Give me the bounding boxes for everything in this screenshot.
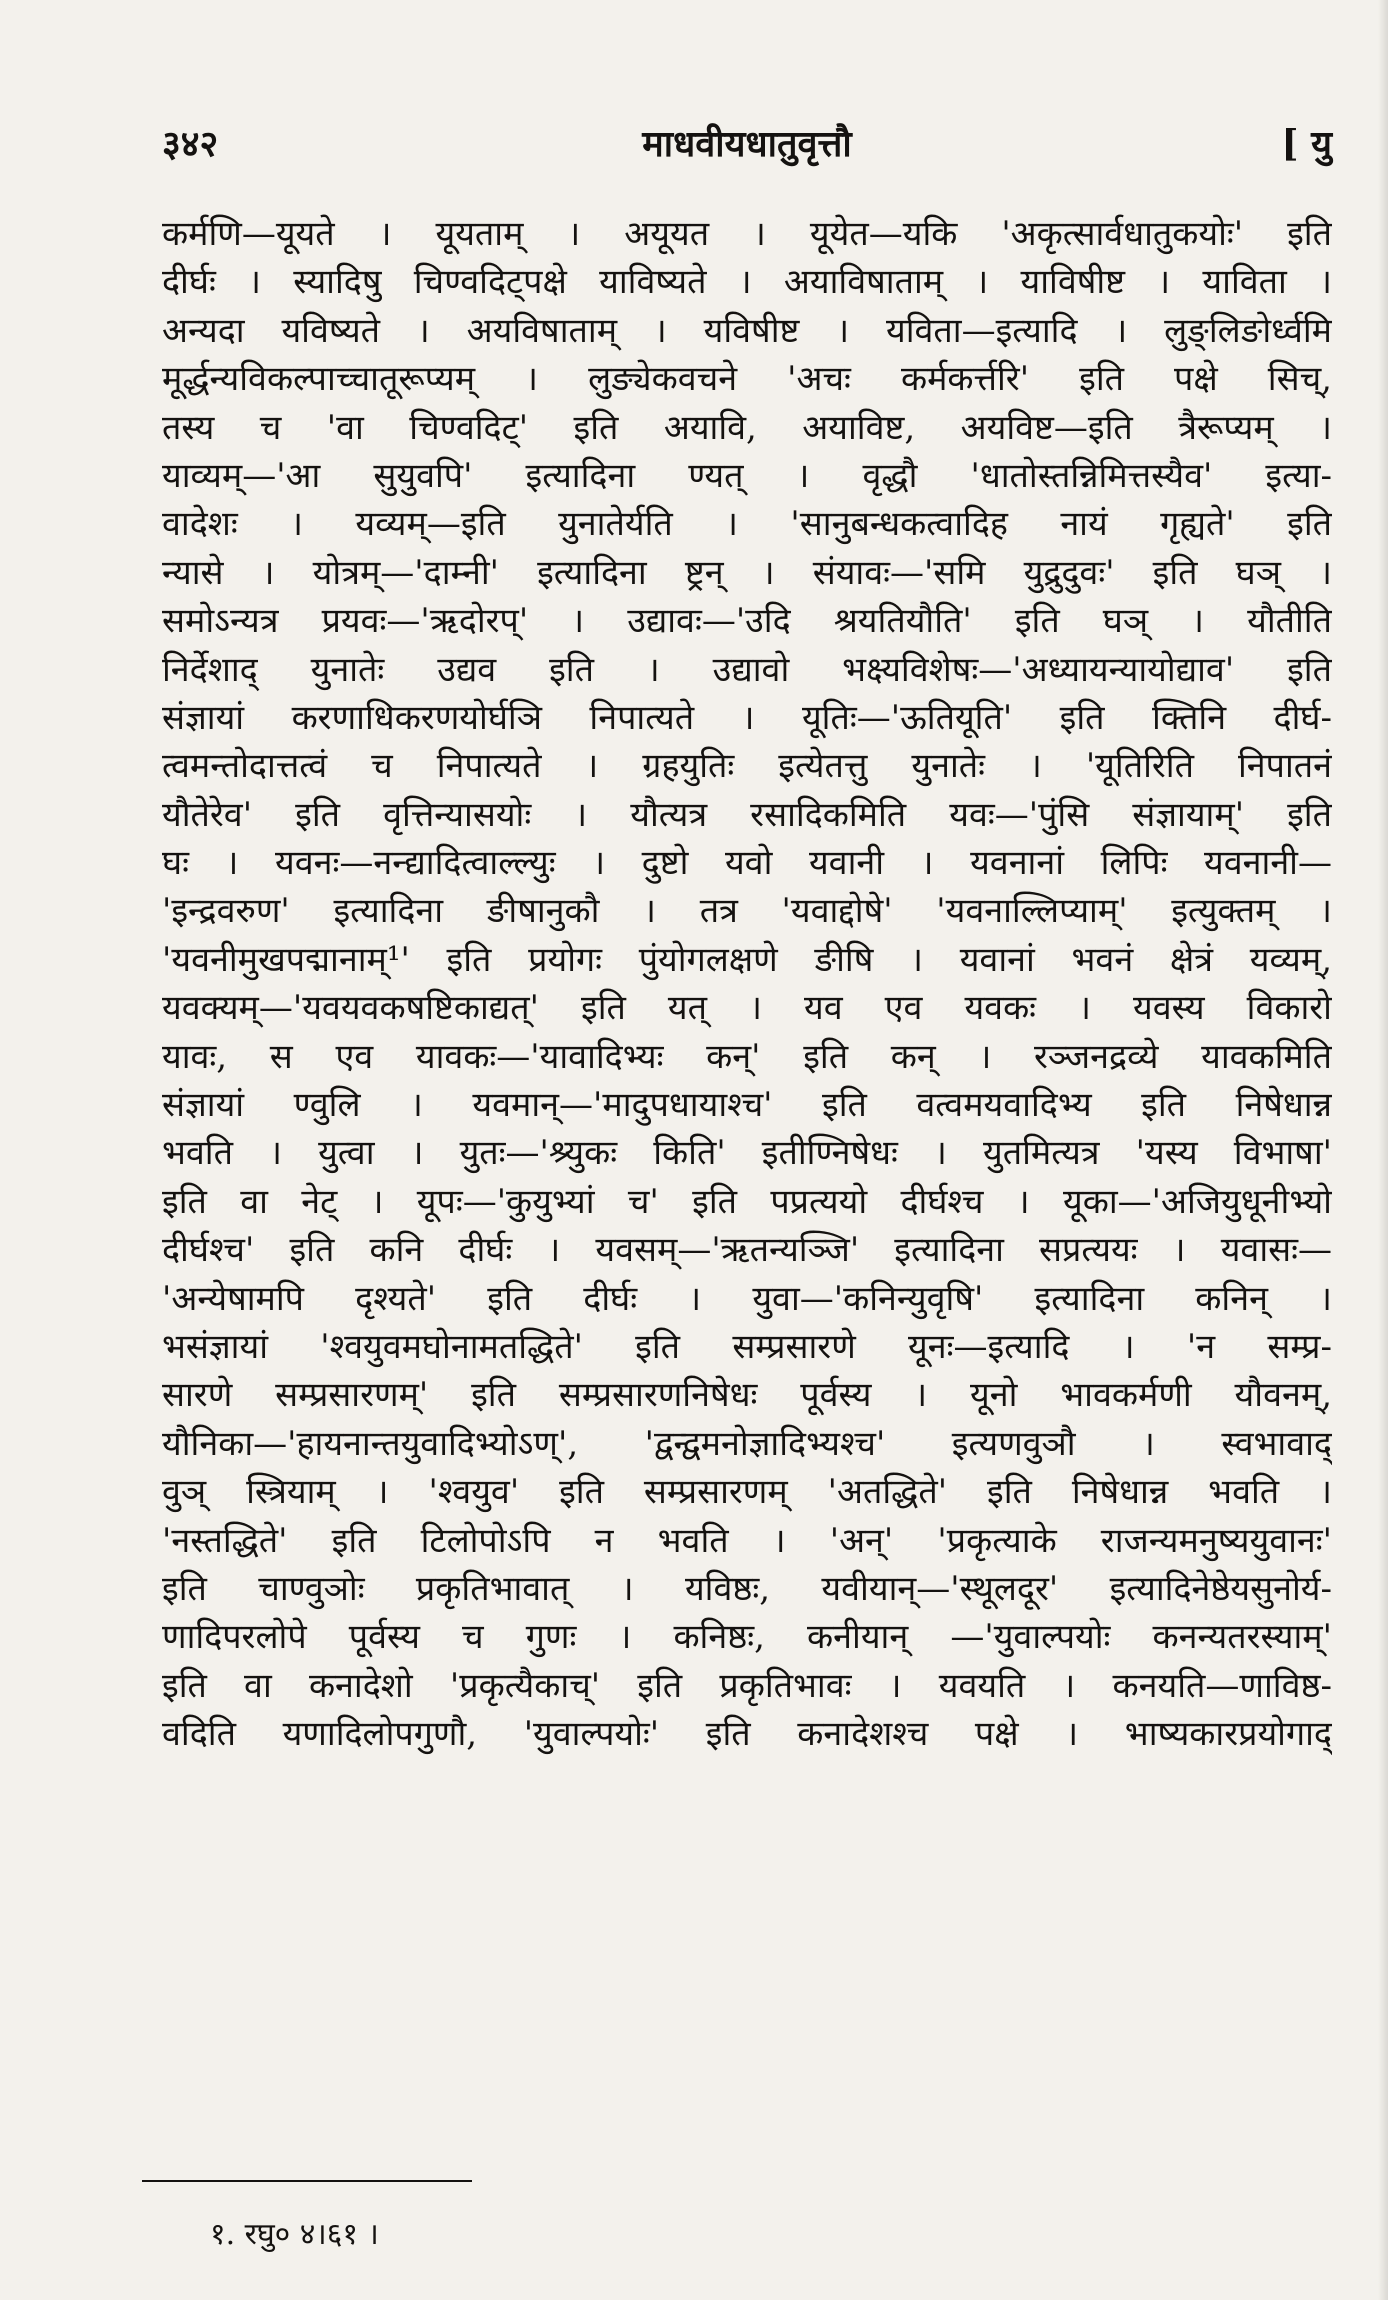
text-line: संज्ञायां ण्वुलि । यवमान्—'मादुपधायाश्च' इति वत्वमयवादिभ्य इति निषेधान्न: [162, 1085, 1332, 1126]
text-line: इति चाण्वुञोः प्रकृतिभावात् । यविष्ठः, यवीयान्—'स्थूलदूर' इत्यादिनेष्ठेयसुनोर्य-: [162, 1568, 1332, 1609]
scan-edge-shadow: [1378, 0, 1388, 2300]
text-line: वदिति यणादिलोपगुणौ, 'युवाल्पयोः' इति कनादेशश्च पक्षे । भाष्यकारप्रयोगाद्: [162, 1714, 1332, 1755]
text-line: भवति । युत्वा । युतः—'श्र्युकः किति' इतीण्निषेधः । युतमित्यत्र 'यस्य विभाषा': [162, 1133, 1332, 1174]
footnote: १. रघु० ४।६१ ।: [210, 2217, 379, 2252]
text-line: याव्यम्—'आ सुयुवपि' इत्यादिना ण्यत् । वृद्धौ 'धातोस्तन्निमित्तस्यैव' इत्या-: [162, 455, 1332, 496]
text-line: तस्य च 'वा चिण्वदिट्' इति अयावि, अयाविष्ट, अयविष्ट—इति त्रैरूप्यम् ।: [162, 407, 1332, 448]
text-line: यौनिका—'हायनान्तयुवादिभ्योऽण्', 'द्वन्द्वमनोज्ञादिभ्यश्च' इत्यणवुञौ । स्वभावाद्: [162, 1423, 1332, 1464]
text-line: इति वा नेट् । यूपः—'कुयुभ्यां च' इति पप्रत्ययो दीर्घश्च । यूका—'अजियुधूनीभ्यो: [162, 1181, 1332, 1222]
text-line: निर्देशाद् युनातेः उद्यव इति । उद्यावो भक्ष्यविशेषः—'अध्यायन्यायोद्याव' इति: [162, 649, 1332, 690]
text-line: संज्ञायां करणाधिकरणयोर्घञि निपात्यते । यूतिः—'ऊतियूति' इति क्तिनि दीर्घ-: [162, 697, 1332, 738]
text-line: वादेशः । यव्यम्—इति युनातेर्यति । 'सानुबन्धकत्वादिह नायं गृह्यते' इति: [162, 504, 1332, 545]
text-line: अन्यदा यविष्यते । अयविषाताम् । यविषीष्ट । यविता—इत्यादि । लुङ्लिङोर्ध्वमि: [162, 310, 1332, 351]
text-line: णादिपरलोपे पूर्वस्य च गुणः । कनिष्ठः, कनीयान् —'युवाल्पयोः कनन्यतरस्याम्': [162, 1617, 1332, 1658]
text-line: दीर्घः । स्यादिषु चिण्वदिट्पक्षे याविष्यते । अयाविषाताम् । याविषीष्ट । याविता ।: [162, 262, 1332, 303]
text-line: 'अन्येषामपि दृश्यते' इति दीर्घः । युवा—'कनिन्युवृषि' इत्यादिना कनिन् ।: [162, 1278, 1332, 1319]
text-line: घः । यवनः—नन्द्यादित्वाल्ल्युः । दुष्टो यवो यवानी । यवनानां लिपिः यवनानी—: [162, 843, 1332, 884]
text-line: समोऽन्यत्र प्रयवः—'ऋदोरप्' । उद्यावः—'उदि श्रयतियौति' इति घञ् । यौतीति: [162, 601, 1332, 642]
text-line: यावः, स एव यावकः—'यावादिभ्यः कन्' इति कन् । रञ्जनद्रव्ये यावकमिति: [162, 1036, 1332, 1077]
text-line: मूर्द्धन्यविकल्पाच्चातूरूप्यम् । लुङ्येकवचने 'अचः कर्मकर्त्तरि' इति पक्षे सिच्,: [162, 359, 1332, 400]
text-line: 'नस्तद्धिते' इति टिलोपोऽपि न भवति । 'अन्' 'प्रकृत्याके राजन्यमनुष्ययुवानः': [162, 1520, 1332, 1561]
text-line: वुञ् स्त्रियाम् । 'श्वयुव' इति सम्प्रसारणम् 'अतद्धिते' इति निषेधान्न भवति ।: [162, 1472, 1332, 1513]
text-line: यवक्यम्—'यवयवकषष्टिकाद्यत्' इति यत् । यव एव यवकः । यवस्य विकारो: [162, 988, 1332, 1029]
main-text: [162, 210, 1332, 1759]
text-line: इति वा कनादेशो 'प्रकृत्यैकाच्' इति प्रकृतिभावः । यवयति । कनयति—णाविष्ठ-: [162, 1665, 1332, 1706]
text-line: 'इन्द्रवरुण' इत्यादिना ङीषानुकौ । तत्र 'यवाद्दोषे' 'यवनाल्लिप्याम्' इत्युक्तम् ।: [162, 891, 1332, 932]
text-line: दीर्घश्च' इति कनि दीर्घः । यवसम्—'ऋतन्यञ्जि' इत्यादिना सप्रत्ययः । यवासः—: [162, 1230, 1332, 1271]
text-line: 'यवनीमुखपद्मानाम्¹' इति प्रयोगः पुंयोगलक्षणे ङीषि । यवानां भवनं क्षेत्रं यव्यम्,: [162, 939, 1332, 980]
text-line: भसंज्ञायां 'श्वयुवमघोनामतद्धिते' इति सम्प्रसारणे यूनः—इत्यादि । 'न सम्प्र-: [162, 1326, 1332, 1367]
page-number: ३४२: [162, 123, 219, 165]
page-header: [162, 118, 1332, 176]
text-line: त्वमन्तोदात्तत्वं च निपात्यते । ग्रहयुतिः इत्येतत्तु युनातेः । 'यूतिरिति निपातनं: [162, 746, 1332, 787]
text-line: यौतेरेव' इति वृत्तिन्यासयोः । यौत्यत्र रसादिकमिति यवः—'पुंसि संज्ञायाम्' इति: [162, 794, 1332, 835]
text-line: सारणे सम्प्रसारणम्' इति सम्प्रसारणनिषेधः पूर्वस्य । यूनो भावकर्मणी यौवनम्,: [162, 1375, 1332, 1416]
footnote-rule: [142, 2180, 472, 2182]
section-marker: [ यु: [1281, 123, 1332, 165]
text-line: कर्मणि—यूयते । यूयताम् । अयूयत । यूयेत—यकि 'अकृत्सार्वधातुकयोः' इति: [162, 214, 1332, 254]
running-head: माधवीयधातुवृत्तौ: [642, 123, 852, 165]
text-line: न्यासे । योत्रम्—'दाम्नी' इत्यादिना ष्ट्रन् । संयावः—'समि युद्रुदुवः' इति घञ् ।: [162, 552, 1332, 593]
